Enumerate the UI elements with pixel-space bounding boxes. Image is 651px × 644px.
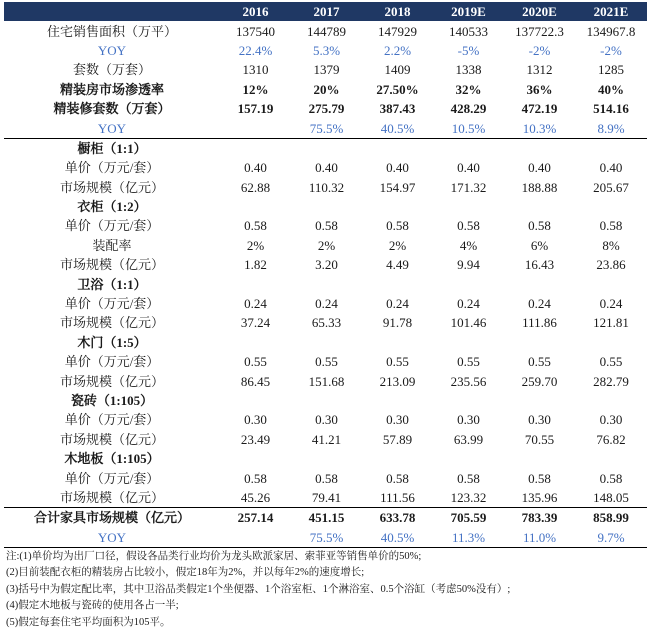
cell-value: 0.24	[599, 296, 623, 312]
cell-value: 9.94	[457, 257, 480, 273]
cell-value: 140533	[449, 23, 488, 39]
cell-value: 4%	[459, 237, 478, 253]
cell-value: 134967.8	[586, 23, 636, 39]
cell-value: 0.24	[315, 296, 338, 312]
cell-value: 157.19	[237, 101, 274, 117]
cell-value: 11.3%	[451, 529, 486, 545]
cell-value: 111.86	[522, 315, 557, 331]
cell-value: 79.41	[291, 488, 362, 508]
cell-value: 0.58	[386, 218, 409, 234]
row-label: 市场规模（亿元）	[59, 431, 164, 447]
cell-value: 472.19	[521, 101, 558, 117]
footnote-line: (4)假定木地板与瓷砖的使用各占一半;	[6, 600, 179, 612]
empty-cell	[362, 391, 433, 410]
table-row	[4, 158, 647, 177]
cell-value: 9.7%	[597, 529, 625, 545]
table-row	[4, 488, 647, 508]
empty-cell	[220, 449, 291, 468]
cell-value: 0.58	[528, 218, 551, 234]
cell-value: -5%	[457, 42, 480, 58]
header-corner	[4, 2, 220, 21]
cell-value: 259.70	[521, 373, 558, 389]
category-title: 木地板（1:105）	[64, 451, 160, 467]
table-row	[4, 313, 647, 332]
empty-cell	[291, 197, 362, 216]
cell-value: 0.55	[315, 354, 338, 370]
header-year: 2021E	[575, 2, 647, 21]
empty-cell	[504, 138, 575, 158]
cell-value: 858.99	[593, 510, 629, 526]
empty-cell	[575, 197, 647, 216]
category-header-row	[4, 449, 647, 468]
table-row	[4, 352, 647, 371]
cell-value: 76.82	[596, 431, 626, 447]
row-label: YOY	[4, 118, 220, 138]
cell-value: 0.40	[528, 160, 551, 176]
empty-cell	[291, 391, 362, 410]
cell-value: 257.14	[237, 510, 274, 526]
cell-value	[220, 528, 291, 547]
cell-value: 2%	[317, 237, 336, 253]
cell-value: 91.78	[382, 315, 413, 331]
market-size-table	[4, 2, 647, 547]
cell-value: 0.24	[244, 296, 267, 312]
category-title: 橱柜（1:1）	[77, 140, 147, 156]
cell-value: 23.49	[240, 431, 271, 447]
empty-cell	[504, 391, 575, 410]
cell-value: 154.97	[379, 179, 416, 195]
cell-value: -2%	[600, 42, 622, 58]
cell-value: 0.58	[528, 470, 551, 486]
row-label: YOY	[97, 529, 127, 545]
header-year: 2020E	[504, 2, 575, 21]
footnote-line: (3)括号中为假定配比率，其中卫浴品类假定1个坐便器、1个浴室柜、1个淋浴室、0.5个浴缸（考虑50%没有）;	[6, 583, 511, 595]
cell-value: 282.79	[593, 373, 629, 389]
table-row	[4, 21, 647, 40]
cell-value: 148.05	[575, 488, 647, 508]
empty-cell	[575, 391, 647, 410]
cell-value: 0.40	[244, 160, 267, 176]
cell-value: 1310	[242, 62, 269, 78]
cell-value: 1.82	[244, 257, 267, 273]
empty-cell	[362, 449, 433, 468]
cell-value: 0.24	[457, 296, 480, 312]
cell-value: 205.67	[593, 179, 629, 195]
cell-value: 235.56	[450, 373, 487, 389]
total-row	[4, 508, 647, 528]
table-body	[4, 21, 647, 547]
row-label: 单价（万元/套）	[64, 160, 160, 176]
table-row	[4, 80, 647, 99]
cell-value: 20%	[313, 81, 340, 97]
table-row	[4, 410, 647, 429]
cell-value: 12%	[242, 81, 269, 97]
empty-cell	[575, 333, 647, 352]
header-row	[4, 2, 647, 21]
cell-value: 41.21	[311, 431, 342, 447]
empty-cell	[220, 391, 291, 410]
cell-value: 0.40	[599, 160, 623, 176]
cell-value: -2%	[528, 42, 551, 58]
empty-cell	[504, 274, 575, 293]
cell-value: 0.58	[244, 470, 267, 486]
empty-cell	[504, 197, 575, 216]
row-label: 精装房市场渗透率	[59, 81, 164, 97]
empty-cell	[433, 197, 504, 216]
cell-value: 123.32	[433, 488, 504, 508]
table-row	[4, 99, 647, 118]
cell-value: 86.45	[240, 373, 271, 389]
cell-value: 151.68	[308, 373, 345, 389]
cell-value: 0.55	[528, 354, 551, 370]
cell-value: 70.55	[524, 431, 555, 447]
cell-value: 0.40	[457, 160, 480, 176]
cell-value: 40%	[598, 81, 624, 97]
empty-cell	[291, 333, 362, 352]
table-row	[4, 371, 647, 390]
footnotes	[4, 547, 647, 632]
category-header-row	[4, 391, 647, 410]
cell-value	[220, 118, 291, 138]
empty-cell	[220, 333, 291, 352]
row-label: 市场规模（亿元）	[59, 315, 164, 331]
empty-cell	[504, 333, 575, 352]
cell-value: 32%	[455, 81, 482, 97]
row-label: 单价（万元/套）	[64, 354, 160, 370]
cell-value: 8.9%	[575, 118, 647, 138]
category-header-row	[4, 274, 647, 293]
cell-value: 188.88	[521, 179, 558, 195]
cell-value: 57.89	[382, 431, 413, 447]
row-label: 单价（万元/套）	[64, 412, 160, 428]
cell-value: 110.32	[308, 179, 345, 195]
table-row	[4, 236, 647, 255]
cell-value: 40.5%	[380, 529, 415, 545]
cell-value: 10.5%	[433, 118, 504, 138]
cell-value: 137540	[236, 23, 275, 39]
cell-value: 16.43	[524, 257, 555, 273]
cell-value: 3.20	[315, 257, 338, 273]
category-title: 卫浴（1:1）	[77, 276, 147, 292]
cell-value: 451.15	[308, 510, 345, 526]
row-label: YOY	[97, 42, 127, 58]
row-label: 市场规模（亿元）	[4, 488, 220, 508]
cell-value: 275.79	[308, 101, 345, 117]
cell-value: 5.3%	[312, 42, 341, 58]
cell-value: 36%	[526, 81, 553, 97]
cell-value: 0.55	[244, 354, 267, 370]
category-title: 衣柜（1:2）	[77, 199, 147, 215]
category-title: 瓷砖（1:105）	[70, 393, 154, 408]
cell-value: 11.0%	[522, 529, 557, 545]
cell-value: 4.49	[386, 257, 409, 273]
empty-cell	[291, 274, 362, 293]
empty-cell	[433, 274, 504, 293]
row-label: 市场规模（亿元）	[59, 257, 164, 273]
empty-cell	[291, 449, 362, 468]
empty-cell	[433, 333, 504, 352]
table-row	[4, 41, 647, 60]
empty-cell	[433, 138, 504, 158]
cell-value: 63.99	[453, 431, 484, 447]
cell-value: 0.40	[386, 160, 409, 176]
cell-value: 0.58	[315, 218, 338, 234]
cell-value: 0.58	[315, 470, 338, 486]
cell-value: 147929	[378, 23, 417, 39]
row-label: 市场规模（亿元）	[59, 179, 164, 195]
empty-cell	[575, 274, 647, 293]
cell-value: 0.30	[386, 412, 409, 428]
empty-cell	[433, 391, 504, 410]
cell-value: 0.58	[599, 470, 623, 486]
row-label: 合计家具市场规模（亿元）	[33, 510, 190, 526]
cell-value: 40.5%	[362, 118, 433, 138]
cell-value: 1409	[384, 62, 411, 78]
cell-value: 23.86	[596, 257, 626, 273]
cell-value: 121.81	[593, 315, 629, 331]
empty-cell	[362, 274, 433, 293]
empty-cell	[433, 449, 504, 468]
cell-value: 1285	[598, 62, 624, 78]
cell-value: 0.30	[457, 412, 480, 428]
empty-cell	[220, 197, 291, 216]
footnote-line: 注:(1)单价均为出厂口径，假设各品类行业均价为龙头欧派家居、索菲亚等销售单价的50%;	[6, 550, 422, 562]
cell-value: 213.09	[379, 373, 416, 389]
cell-value: 137722.3	[515, 23, 564, 39]
cell-value: 101.46	[450, 315, 487, 331]
table-row	[4, 430, 647, 449]
cell-value: 8%	[602, 237, 620, 253]
empty-cell	[362, 197, 433, 216]
cell-value: 514.16	[593, 101, 629, 117]
cell-value: 2.2%	[383, 42, 412, 58]
row-label: 市场规模（亿元）	[59, 373, 164, 389]
header-year: 2017	[291, 2, 362, 21]
row-label: 单价（万元/套）	[64, 296, 160, 312]
category-header-row	[4, 333, 647, 352]
category-title: 木门（1:5）	[77, 334, 147, 350]
cell-value: 783.39	[521, 510, 558, 526]
cell-value: 2%	[388, 237, 407, 253]
empty-cell	[220, 274, 291, 293]
empty-cell	[220, 138, 291, 158]
cell-value: 10.3%	[504, 118, 575, 138]
cell-value: 705.59	[450, 510, 487, 526]
table-row	[4, 216, 647, 235]
empty-cell	[362, 138, 433, 158]
cell-value: 62.88	[240, 179, 271, 195]
header-year: 2018	[362, 2, 433, 21]
cell-value: 0.58	[386, 470, 409, 486]
cell-value: 387.43	[379, 101, 416, 117]
cell-value: 22.4%	[238, 42, 273, 58]
table-row	[4, 255, 647, 274]
cell-value: 0.58	[457, 218, 480, 234]
cell-value: 0.24	[528, 296, 551, 312]
cell-value: 0.24	[386, 296, 409, 312]
footnote-line: (2)目前装配衣柜的精装房占比较小，假定18年为2%，并以每年2%的速度增长;	[6, 567, 365, 579]
cell-value: 45.26	[220, 488, 291, 508]
row-label: 单价（万元/套）	[64, 218, 160, 234]
cell-value: 2%	[246, 237, 265, 253]
cell-value: 0.58	[457, 470, 480, 486]
cell-value: 1338	[455, 62, 482, 78]
cell-value: 0.58	[244, 218, 267, 234]
row-label: 精装修套数（万套）	[53, 101, 171, 117]
row-label: 单价（万元/套）	[64, 470, 160, 486]
footnote-line: (5)假定每套住宅平均面积为105平。	[6, 616, 171, 628]
cell-value: 171.32	[450, 179, 487, 195]
forecast-table-sheet	[4, 2, 647, 631]
cell-value: 633.78	[379, 510, 416, 526]
cell-value: 27.50%	[376, 81, 419, 97]
cell-value: 0.58	[599, 218, 623, 234]
cell-value: 37.24	[240, 315, 271, 331]
cell-value: 65.33	[311, 315, 342, 331]
empty-cell	[504, 449, 575, 468]
cell-value: 1379	[313, 62, 340, 78]
empty-cell	[291, 138, 362, 158]
row-label: 套数（万套）	[72, 62, 151, 78]
cell-value: 75.5%	[291, 118, 362, 138]
cell-value: 0.30	[244, 412, 267, 428]
category-header-row	[4, 197, 647, 216]
cell-value: 0.30	[599, 412, 623, 428]
row-label: 装配率	[92, 237, 132, 253]
header-year: 2016	[220, 2, 291, 21]
cell-value: 1312	[526, 62, 553, 78]
cell-value: 428.29	[450, 101, 487, 117]
empty-cell	[575, 449, 647, 468]
table-row	[4, 528, 647, 547]
row-label: 住宅销售面积（万平）	[46, 23, 177, 39]
cell-value: 0.55	[386, 354, 409, 370]
table-row	[4, 178, 647, 197]
cell-value: 135.96	[504, 488, 575, 508]
header-year: 2019E	[433, 2, 504, 21]
cell-value: 111.56	[362, 488, 433, 508]
cell-value: 6%	[530, 237, 549, 253]
cell-value: 144789	[307, 23, 346, 39]
empty-cell	[575, 138, 647, 158]
cell-value: 0.40	[315, 160, 338, 176]
cell-value: 0.55	[599, 354, 623, 370]
empty-cell	[362, 333, 433, 352]
cell-value: 75.5%	[309, 529, 344, 545]
table-row	[4, 294, 647, 313]
table-row	[4, 60, 647, 79]
category-header-row	[4, 138, 647, 158]
cell-value: 0.55	[457, 354, 480, 370]
cell-value: 0.30	[528, 412, 551, 428]
table-row	[4, 118, 647, 138]
cell-value: 0.30	[315, 412, 338, 428]
table-row	[4, 468, 647, 487]
